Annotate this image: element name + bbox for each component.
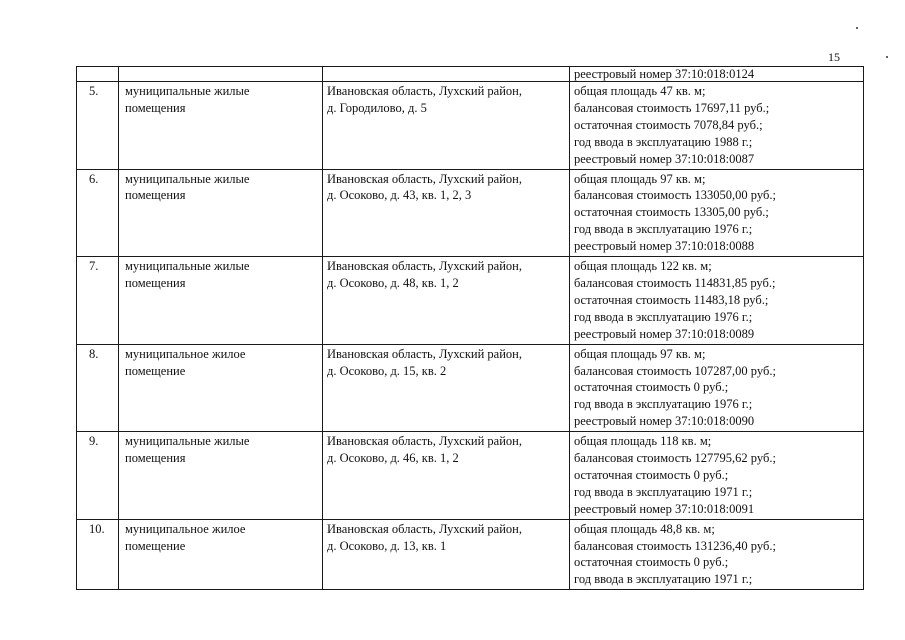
char-line: общая площадь 47 кв. м; — [574, 84, 706, 98]
char-line: остаточная стоимость 0 руб.; — [574, 555, 729, 570]
property-registry-table — [76, 66, 864, 590]
cell-name — [119, 257, 323, 345]
cell-number: 6. — [77, 169, 119, 257]
cell-address — [323, 257, 570, 345]
cell-name — [119, 344, 323, 432]
address-line: д. Осоково, д. 43, кв. 1, 2, 3 — [327, 188, 472, 203]
cell-characteristics — [570, 67, 864, 82]
char-line: остаточная стоимость 0 руб.; — [574, 380, 729, 395]
char-line: реестровый номер 37:10:018:0088 — [574, 239, 755, 254]
name-line: помещения — [125, 100, 186, 115]
char-line: остаточная стоимость 11483,18 руб.; — [574, 292, 769, 307]
cell-address — [323, 344, 570, 432]
address-line: д. Осоково, д. 48, кв. 1, 2 — [327, 275, 459, 290]
char-line: остаточная стоимость 13305,00 руб.; — [574, 205, 769, 220]
cell-characteristics — [570, 519, 864, 590]
address-line: Ивановская область, Лухский район, — [327, 521, 522, 536]
char-line: реестровый номер 37:10:018:0091 — [574, 501, 755, 516]
address-line: Ивановская область, Лухский район, — [327, 434, 522, 449]
cell-number: 7. — [77, 257, 119, 345]
char-line: остаточная стоимость 7078,84 руб.; — [574, 117, 763, 132]
address-line: Ивановская область, Лухский район, — [327, 171, 522, 186]
table-row — [77, 432, 864, 520]
cell-number: 5. — [77, 82, 119, 170]
name-line: муниципальные жилые — [125, 84, 250, 98]
name-line: помещения — [125, 275, 186, 290]
char-line: реестровый номер 37:10:018:0124 — [574, 67, 755, 81]
table-row — [77, 169, 864, 257]
cell-name — [119, 519, 323, 590]
char-line: год ввода в эксплуатацию 1976 г.; — [574, 309, 753, 324]
char-line: балансовая стоимость 127795,62 руб.; — [574, 451, 776, 466]
char-line: общая площадь 118 кв. м; — [574, 434, 712, 449]
char-line: год ввода в эксплуатацию 1971 г.; — [574, 572, 753, 587]
name-line: муниципальные жилые — [125, 259, 250, 274]
name-line: помещения — [125, 451, 186, 466]
table-row — [77, 344, 864, 432]
char-line: реестровый номер 37:10:018:0089 — [574, 326, 755, 341]
cell-address — [323, 519, 570, 590]
address-line: Ивановская область, Лухский район, — [327, 84, 522, 98]
cell-number — [77, 67, 119, 82]
address-line: Ивановская область, Лухский район, — [327, 346, 522, 361]
char-line: общая площадь 97 кв. м; — [574, 171, 706, 186]
table-row-continuation — [77, 67, 864, 82]
table-row — [77, 82, 864, 170]
cell-name — [119, 67, 323, 82]
address-line: д. Городилово, д. 5 — [327, 100, 427, 115]
cell-name — [119, 82, 323, 170]
char-line: год ввода в эксплуатацию 1976 г.; — [574, 222, 753, 237]
cell-address — [323, 82, 570, 170]
char-line: реестровый номер 37:10:018:0087 — [574, 151, 755, 166]
page-number: 15 — [828, 50, 840, 64]
char-line: общая площадь 48,8 кв. м; — [574, 521, 715, 536]
char-line: балансовая стоимость 133050,00 руб.; — [574, 188, 776, 203]
address-line: д. Осоково, д. 46, кв. 1, 2 — [327, 451, 459, 466]
name-line: муниципальные жилые — [125, 171, 250, 186]
char-line: реестровый номер 37:10:018:0090 — [574, 414, 755, 429]
cell-characteristics — [570, 344, 864, 432]
char-line: балансовая стоимость 114831,85 руб.; — [574, 275, 776, 290]
cell-characteristics — [570, 432, 864, 520]
cell-name — [119, 432, 323, 520]
cell-number: 10. — [77, 519, 119, 590]
cell-characteristics — [570, 257, 864, 345]
char-line: остаточная стоимость 0 руб.; — [574, 467, 729, 482]
scan-speck — [886, 56, 888, 58]
char-line: общая площадь 122 кв. м; — [574, 259, 712, 274]
name-line: помещения — [125, 188, 186, 203]
cell-characteristics — [570, 169, 864, 257]
address-line: Ивановская область, Лухский район, — [327, 259, 522, 274]
cell-address — [323, 67, 570, 82]
char-line: год ввода в эксплуатацию 1976 г.; — [574, 397, 753, 412]
char-line: балансовая стоимость 107287,00 руб.; — [574, 363, 776, 378]
table-row — [77, 519, 864, 590]
cell-address — [323, 169, 570, 257]
address-line: д. Осоково, д. 13, кв. 1 — [327, 538, 447, 553]
name-line: помещение — [125, 538, 186, 553]
cell-number: 9. — [77, 432, 119, 520]
table-row — [77, 257, 864, 345]
cell-number: 8. — [77, 344, 119, 432]
name-line: помещение — [125, 363, 186, 378]
char-line: общая площадь 97 кв. м; — [574, 346, 706, 361]
scan-speck — [856, 27, 858, 29]
address-line: д. Осоково, д. 15, кв. 2 — [327, 363, 447, 378]
cell-characteristics — [570, 82, 864, 170]
char-line: балансовая стоимость 131236,40 руб.; — [574, 538, 776, 553]
name-line: муниципальное жилое — [125, 521, 246, 536]
cell-address — [323, 432, 570, 520]
char-line: год ввода в эксплуатацию 1988 г.; — [574, 134, 753, 149]
char-line: год ввода в эксплуатацию 1971 г.; — [574, 484, 753, 499]
cell-name — [119, 169, 323, 257]
name-line: муниципальные жилые — [125, 434, 250, 449]
name-line: муниципальное жилое — [125, 346, 246, 361]
char-line: балансовая стоимость 17697,11 руб.; — [574, 100, 770, 115]
